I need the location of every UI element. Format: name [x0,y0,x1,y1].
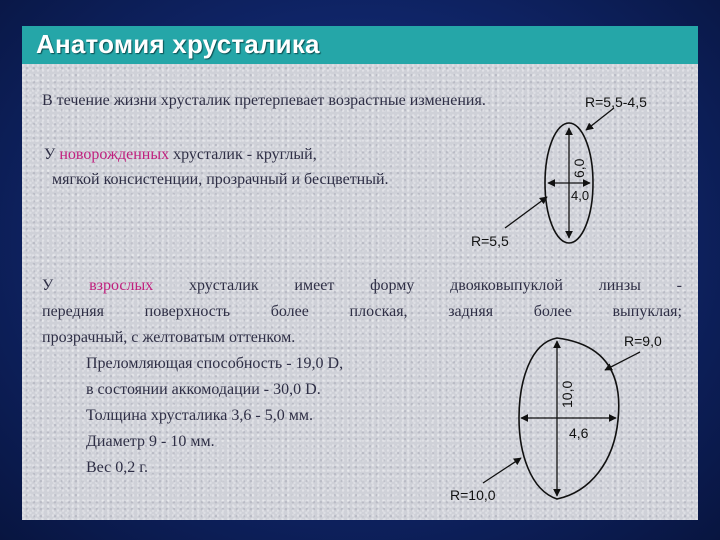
word: более [270,303,309,320]
newborn-lens-diagram [471,94,647,249]
adult-line-3: прозрачный, с желтоватым оттенком. [42,329,296,346]
adult-radius-bottom-pointer [483,458,521,483]
word: взрослых [89,277,154,294]
adult-radius-top-label: R=9,0 [624,333,662,349]
word: двояковыпуклой [450,277,563,294]
word: имеет [294,277,335,294]
fact-diameter: Диаметр 9 - 10 мм. [86,433,215,450]
adult-width-label: 4,6 [569,425,589,441]
fact-thickness: Толщина хрусталика 3,6 - 5,0 мм. [86,407,313,424]
newborn-highlight: новорожденных [59,146,170,163]
newborn-line-2: мягкой консистенции, прозрачный и бесцветный. [52,171,389,188]
newborn-radius-bottom-label: R=5,5 [471,233,509,249]
word: У [42,277,54,294]
newborn-radius-bottom-pointer [505,197,547,228]
intro-text: В течение жизни хрусталик претерпевает возрастные изменения. [42,92,486,109]
word: передняя [42,303,104,320]
word: выпуклая; [612,303,682,320]
adult-height-label: 10,0 [559,380,575,408]
word: форму [370,277,415,294]
slide-title: Анатомия хрусталика [36,29,320,59]
word: плоская, [349,303,408,320]
word: хрусталик [189,277,259,294]
word: задняя [448,303,494,320]
fact-weight: Вес 0,2 г. [86,459,149,476]
word: линзы [598,277,641,294]
adult-radius-bottom-label: R=10,0 [450,487,496,503]
word: поверхность [144,303,231,320]
fact-accommodation: в состоянии аккомодации - 30,0 D. [86,381,321,398]
fact-refraction: Преломляющая способность - 19,0 D, [86,355,344,372]
word: - [676,277,682,294]
newborn-height-label: 6,0 [571,158,587,178]
newborn-width-label: 4,0 [571,188,590,203]
newborn-radius-top-pointer [586,108,614,130]
newborn-radius-top-label: R=5,5-4,5 [585,94,647,110]
adult-radius-top-pointer [605,352,640,370]
newborn-prefix: У [44,146,60,163]
newborn-rest: хрусталик - круглый, [169,146,317,163]
word: более [533,303,572,320]
adult-lens-diagram [450,333,662,503]
